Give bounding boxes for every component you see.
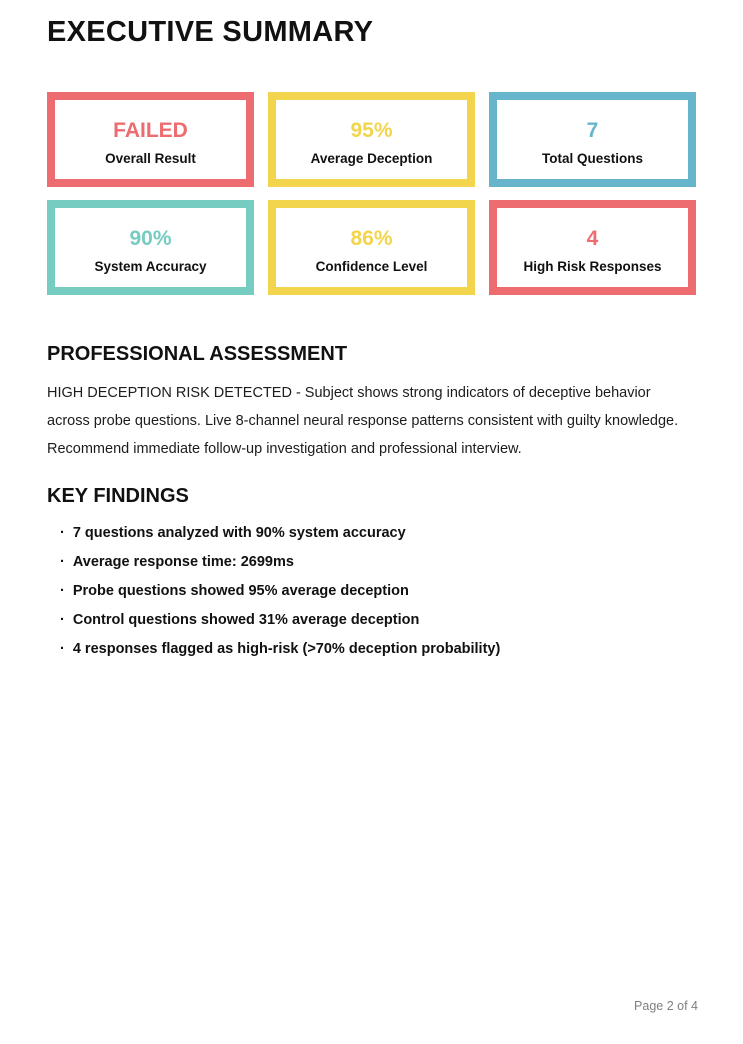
assessment-body: HIGH DECEPTION RISK DETECTED - Subject shows strong indicators of deceptive behavior across probe questions. Live 8-channel neural response patterns consistent with guilty knowledge. Recommend immediate follow-up investigation and professional interview.: [47, 385, 679, 458]
finding-text: Probe questions showed 95% average deception: [72, 583, 409, 600]
finding-text: 7 questions analyzed with 90% system accuracy: [72, 525, 406, 542]
stat-value: FAILED: [113, 119, 188, 143]
stat-card-high-risk-responses: [489, 200, 696, 295]
finding-item: [60, 525, 696, 542]
stat-card-average-deception: [268, 92, 475, 187]
stat-value: 95%: [350, 119, 393, 143]
assessment-heading: PROFESSIONAL ASSESSMENT: [47, 343, 348, 366]
stat-cards-grid: [47, 92, 696, 295]
finding-text: Average response time: 2699ms: [72, 554, 294, 571]
finding-item: [60, 583, 696, 600]
stat-label: High Risk Responses: [523, 259, 662, 275]
finding-text: Control questions showed 31% average deception: [72, 612, 420, 629]
stat-card-confidence-level: [268, 200, 475, 295]
bullet-icon: ·: [60, 554, 65, 571]
bullet-icon: ·: [60, 525, 65, 542]
stat-label: Confidence Level: [315, 259, 428, 275]
page-title: EXECUTIVE SUMMARY: [47, 16, 374, 48]
page-number: Page 2 of 4: [634, 999, 698, 1013]
stat-value: 7: [586, 119, 599, 143]
finding-item: [60, 612, 696, 629]
stat-value: 90%: [129, 227, 172, 251]
finding-item: [60, 641, 696, 658]
findings-heading: KEY FINDINGS: [47, 485, 189, 508]
bullet-icon: ·: [60, 583, 65, 600]
stat-label: Overall Result: [105, 151, 196, 167]
stat-value: 86%: [350, 227, 393, 251]
stat-card-total-questions: [489, 92, 696, 187]
bullet-icon: ·: [60, 641, 65, 658]
stat-value: 4: [586, 227, 599, 251]
findings-list: [47, 525, 696, 658]
stat-card-overall-result: [47, 92, 254, 187]
stat-card-system-accuracy: [47, 200, 254, 295]
stat-label: System Accuracy: [94, 259, 207, 275]
finding-item: [60, 554, 696, 571]
stat-label: Total Questions: [541, 151, 643, 167]
bullet-icon: ·: [60, 612, 65, 629]
finding-text: 4 responses flagged as high-risk (>70% deception probability): [72, 641, 501, 658]
stat-label: Average Deception: [310, 151, 433, 167]
